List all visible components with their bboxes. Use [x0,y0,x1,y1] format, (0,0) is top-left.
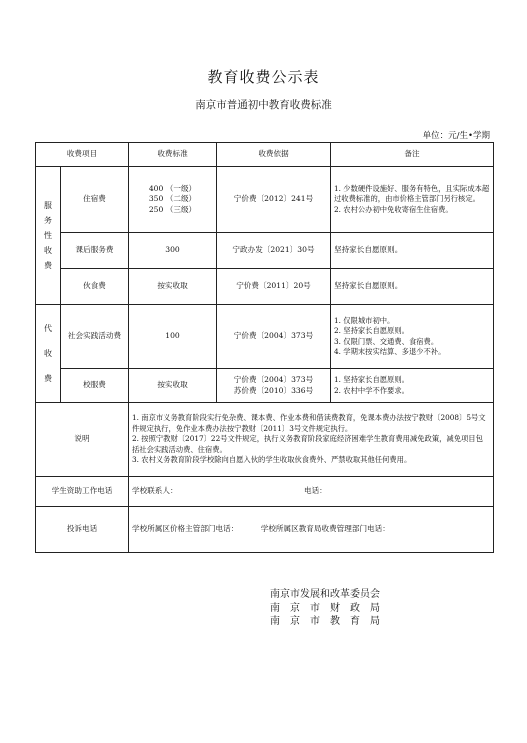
aid-phone-fields [129,477,494,507]
table-row-lodging [36,167,494,233]
explanation-label: 说明 [36,403,129,477]
header-note: 备注 [331,143,494,167]
afterschool-standard: 300 [129,233,217,269]
aid-phone-label: 学生资助工作电话 [36,477,129,507]
complaint-label: 投诉电话 [36,507,129,553]
practice-standard: 100 [129,305,217,369]
signature-block [270,588,380,629]
practice-basis: 宁价费〔2004〕373号 [217,305,331,369]
service-fee-group: 服 务 性 收 费 [36,167,61,305]
afterschool-note: 坚持家长自愿原则。 [331,233,494,269]
signature-finance: 南 京 市 财 政 局 [270,602,380,614]
explanation-text: 1. 南京市义务教育阶段实行免杂费、课本费、作业本费和借读费教育，免课本费办法按宁教财〔2008〕5号文件规定执行，免作业本费办法按宁教财〔2011〕3号文件规定执行。 2. 按照宁教财〔2017〕22号文件规定，执行义务教育阶段家庭经济困难学生教育费用减免政策，减免项目包括社会实践活动费、住宿费。 3. 农村义务教育阶段学校除向自愿入伙的学生收取伙食费外、严禁收取其他任何费用。 [129,403,494,477]
aid-contact-label: 学校联系人： [132,486,178,496]
complaint-fields [129,507,494,553]
afterschool-name: 课后服务费 [61,233,129,269]
table-row-meal [36,269,494,305]
edu-dept-phone: 学校所属区教育局收费管理部门电话： [260,524,390,534]
practice-note: 1. 仅限城市初中。 2. 坚持家长自愿原则。 3. 仅限门票、交通费、食宿费。 4. 学期末按实结算、多退少不补。 [331,305,494,369]
uniform-name: 校服费 [61,369,129,403]
lodging-basis: 宁价费〔2012〕241号 [217,167,331,233]
signature-education: 南 京 市 教 育 局 [270,616,380,627]
table-row-practice [36,305,494,369]
signature-ndrc: 南京市发展和改革委员会 [270,589,380,600]
table-header-row [36,143,494,167]
agency-fee-group: 代 收 费 [36,305,61,403]
unit-label: 单位：元/生•学期 [422,131,490,141]
fee-table [35,142,494,553]
meal-note: 坚持家长自愿原则。 [331,269,494,305]
header-item: 收费项目 [36,143,129,167]
table-row-uniform [36,369,494,403]
uniform-standard: 按实收取 [129,369,217,403]
meal-basis: 宁价费〔2011〕20号 [217,269,331,305]
header-standard: 收费标准 [129,143,217,167]
lodging-standard: 400 （一级） 350 （二级） 250 （三级） [129,167,217,233]
aid-phone-number: 电话： [303,486,327,496]
uniform-note: 1. 坚持家长自愿原则。 2. 农村中学不作要求。 [331,369,494,403]
meal-standard: 按实收取 [129,269,217,305]
table-row-complaint [36,507,494,553]
uniform-basis: 宁价费〔2004〕373号 苏价费〔2010〕336号 [217,369,331,403]
page-subtitle: 南京市普通初中教育收费标准 [195,99,332,111]
lodging-note: 1. 少数硬件设施好、服务有特色，且实际成本超过收费标准的，由市价格主管部门另行核定。 2. 农村公办初中免收寄宿生住宿费。 [331,167,494,233]
afterschool-basis: 宁政办发〔2021〕30号 [217,233,331,269]
table-row-explanation [36,403,494,477]
table-row-afterschool [36,233,494,269]
meal-name: 伙食费 [61,269,129,305]
page-title: 教育收费公示表 [207,68,320,86]
practice-name: 社会实践活动费 [61,305,129,369]
price-dept-phone: 学校所属区价格主管部门电话： [132,524,239,534]
table-row-aid-phone [36,477,494,507]
header-basis: 收费依据 [217,143,331,167]
lodging-name: 住宿费 [61,167,129,233]
